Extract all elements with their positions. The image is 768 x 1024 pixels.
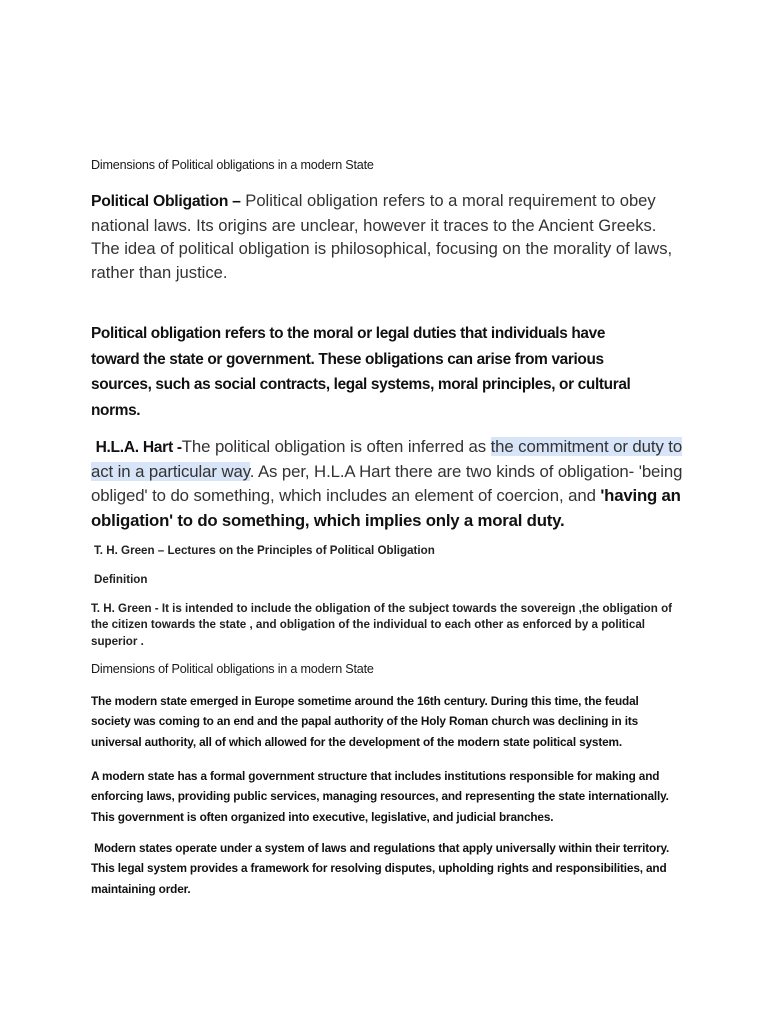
- section-title: Dimensions of Political obligations in a modern State: [91, 158, 374, 172]
- paragraph-modern-state-origin: The modern state emerged in Europe sometime around the 16th century. During this time, the feudal society was coming to an end and the papal authority of the Holy Roman church was declining in its universal authority, all of which allowed for the development of the modern state political system.: [91, 694, 639, 749]
- hart-text-before: The political obligation is often inferred as: [181, 437, 491, 456]
- intro-lead: Political Obligation –: [91, 193, 241, 210]
- intro-text: Political obligation refers to a moral requirement to obey national laws. Its origins are unclear, however it traces to the Ancient Greeks. The idea of political obligation is philosophical, focusing on the morality of laws, rather than justice.: [91, 191, 673, 282]
- green-definition: T. H. Green - It is intended to include the obligation of the subject towards the sovereign ,the obligation of the citizen towards the state , and obligation of the individual to each other as enforced by a political superior .: [91, 602, 673, 648]
- paragraph-legal-system-text: Modern states operate under a system of laws and regulations that apply universally within their territory. This legal system provides a framework for resolving disputes, upholding rights and responsibilities, and maintaining order.: [91, 841, 670, 896]
- green-lectures-title: T. H. Green – Lectures on the Principles of Political Obligation: [94, 544, 435, 557]
- section-title-second: Dimensions of Political obligations in a modern State: [91, 662, 374, 676]
- highlighted-text[interactable]: the commitment or duty to act in a particular way: [91, 437, 683, 482]
- definition-label: Definition: [94, 573, 148, 586]
- hart-lead: H.L.A. Hart -: [95, 439, 182, 456]
- definition-paragraph: Political obligation refers to the moral or legal duties that individuals have toward the state or government. These obligations can arise from various sources, such as social contracts, legal systems, moral principles, or cultural norms.: [91, 325, 631, 419]
- paragraph-government-structure: A modern state has a formal government structure that includes institutions responsible for making and enforcing laws, providing public services, managing resources, and representing the state internationally. This government is often organized into executive, legislative, and judicial branches.: [91, 769, 669, 824]
- hart-text-after: . As per, H.L.A Hart there are two kinds of obligation- 'being obliged' to do something, which includes an element of coercion, and: [91, 462, 683, 506]
- hart-paragraph: [91, 435, 687, 533]
- paragraph-legal-system: [91, 838, 671, 899]
- intro-paragraph: [91, 189, 685, 284]
- hart-strong-text: 'having an obligation' to do something, which implies only a moral duty.: [91, 486, 681, 530]
